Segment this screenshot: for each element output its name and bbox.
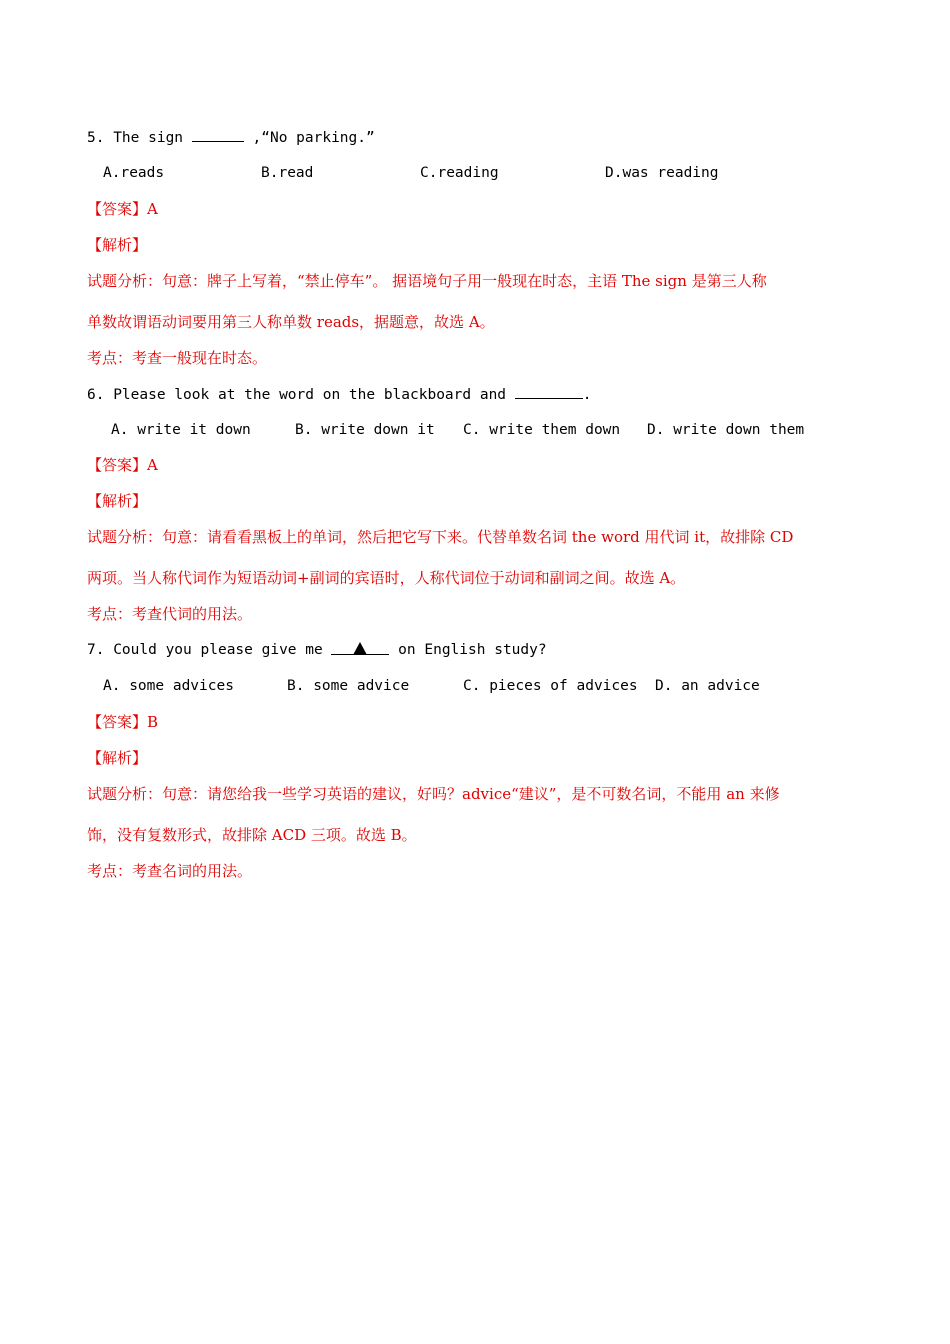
answer-value: A <box>147 456 158 474</box>
analysis-text: 试题分析：句意：请您给我一些学习英语的建议，好吗？advice“建议”，是不可数名词，不能用 an 来修 <box>87 785 780 803</box>
answer-blank <box>331 640 389 655</box>
answer-blank <box>192 127 244 142</box>
analysis-text: 单数故谓语动词要用第三人称单数 reads，据题意，故选 A。 <box>87 313 495 331</box>
answer-line <box>87 455 158 475</box>
question-number: 6. <box>87 387 105 403</box>
answer-blank <box>515 384 583 399</box>
option-c: C.reading <box>420 165 499 181</box>
answer-line <box>87 199 158 219</box>
stem-text: on English study? <box>389 642 547 658</box>
exam-point: 考点：考查一般现在时态。 <box>87 349 268 367</box>
exam-point: 考点：考查名词的用法。 <box>87 862 253 880</box>
question-5-stem <box>87 127 375 148</box>
option-d: D. an advice <box>655 678 760 694</box>
analysis-label: 【解析】 <box>87 236 148 254</box>
option-a: A.reads <box>103 165 165 181</box>
option-d: D. write down them <box>647 422 805 438</box>
answer-label: 【答案】 <box>87 200 148 218</box>
option-a: A. write it down <box>111 422 251 438</box>
stem-text: Please look at the word on the blackboard and <box>113 387 515 403</box>
answer-label: 【答案】 <box>87 713 148 731</box>
stem-text: The sign <box>113 130 192 146</box>
question-number: 7. <box>87 642 105 658</box>
triangle-icon <box>353 642 367 655</box>
option-d: D.was reading <box>605 165 719 181</box>
answer-value: A <box>147 200 158 218</box>
option-b: B. some advice <box>287 678 410 694</box>
exam-point: 考点：考查代词的用法。 <box>87 605 253 623</box>
option-b: B. write down it <box>295 422 435 438</box>
question-number: 5. <box>87 130 105 146</box>
analysis-text: 饰，没有复数形式，故排除 ACD 三项。故选 B。 <box>87 826 417 844</box>
analysis-text: 两项。当人称代词作为短语动词+副词的宾语时，人称代词位于动词和副词之间。故选 A。 <box>87 569 686 587</box>
answer-line <box>87 712 158 732</box>
answer-value: B <box>147 713 159 731</box>
analysis-label: 【解析】 <box>87 492 148 510</box>
answer-label: 【答案】 <box>87 456 148 474</box>
option-c: C. pieces of advices <box>463 678 638 694</box>
analysis-text: 试题分析：句意：请看看黑板上的单词，然后把它写下来。代替单数名词 the word 用代词 it，故排除 CD <box>87 528 794 546</box>
option-b: B.read <box>261 165 314 181</box>
option-a: A. some advices <box>103 678 234 694</box>
analysis-label: 【解析】 <box>87 749 148 767</box>
stem-text: Could you please give me <box>113 642 332 658</box>
stem-text: ,“No parking.” <box>243 130 375 146</box>
analysis-text: 试题分析：句意：牌子上写着，“禁止停车”。 据语境句子用一般现在时态，主语 The sign 是第三人称 <box>87 272 767 290</box>
question-6-stem <box>87 384 592 405</box>
stem-text: . <box>582 387 592 403</box>
option-c: C. write them down <box>463 422 621 438</box>
question-7-stem <box>87 640 547 660</box>
